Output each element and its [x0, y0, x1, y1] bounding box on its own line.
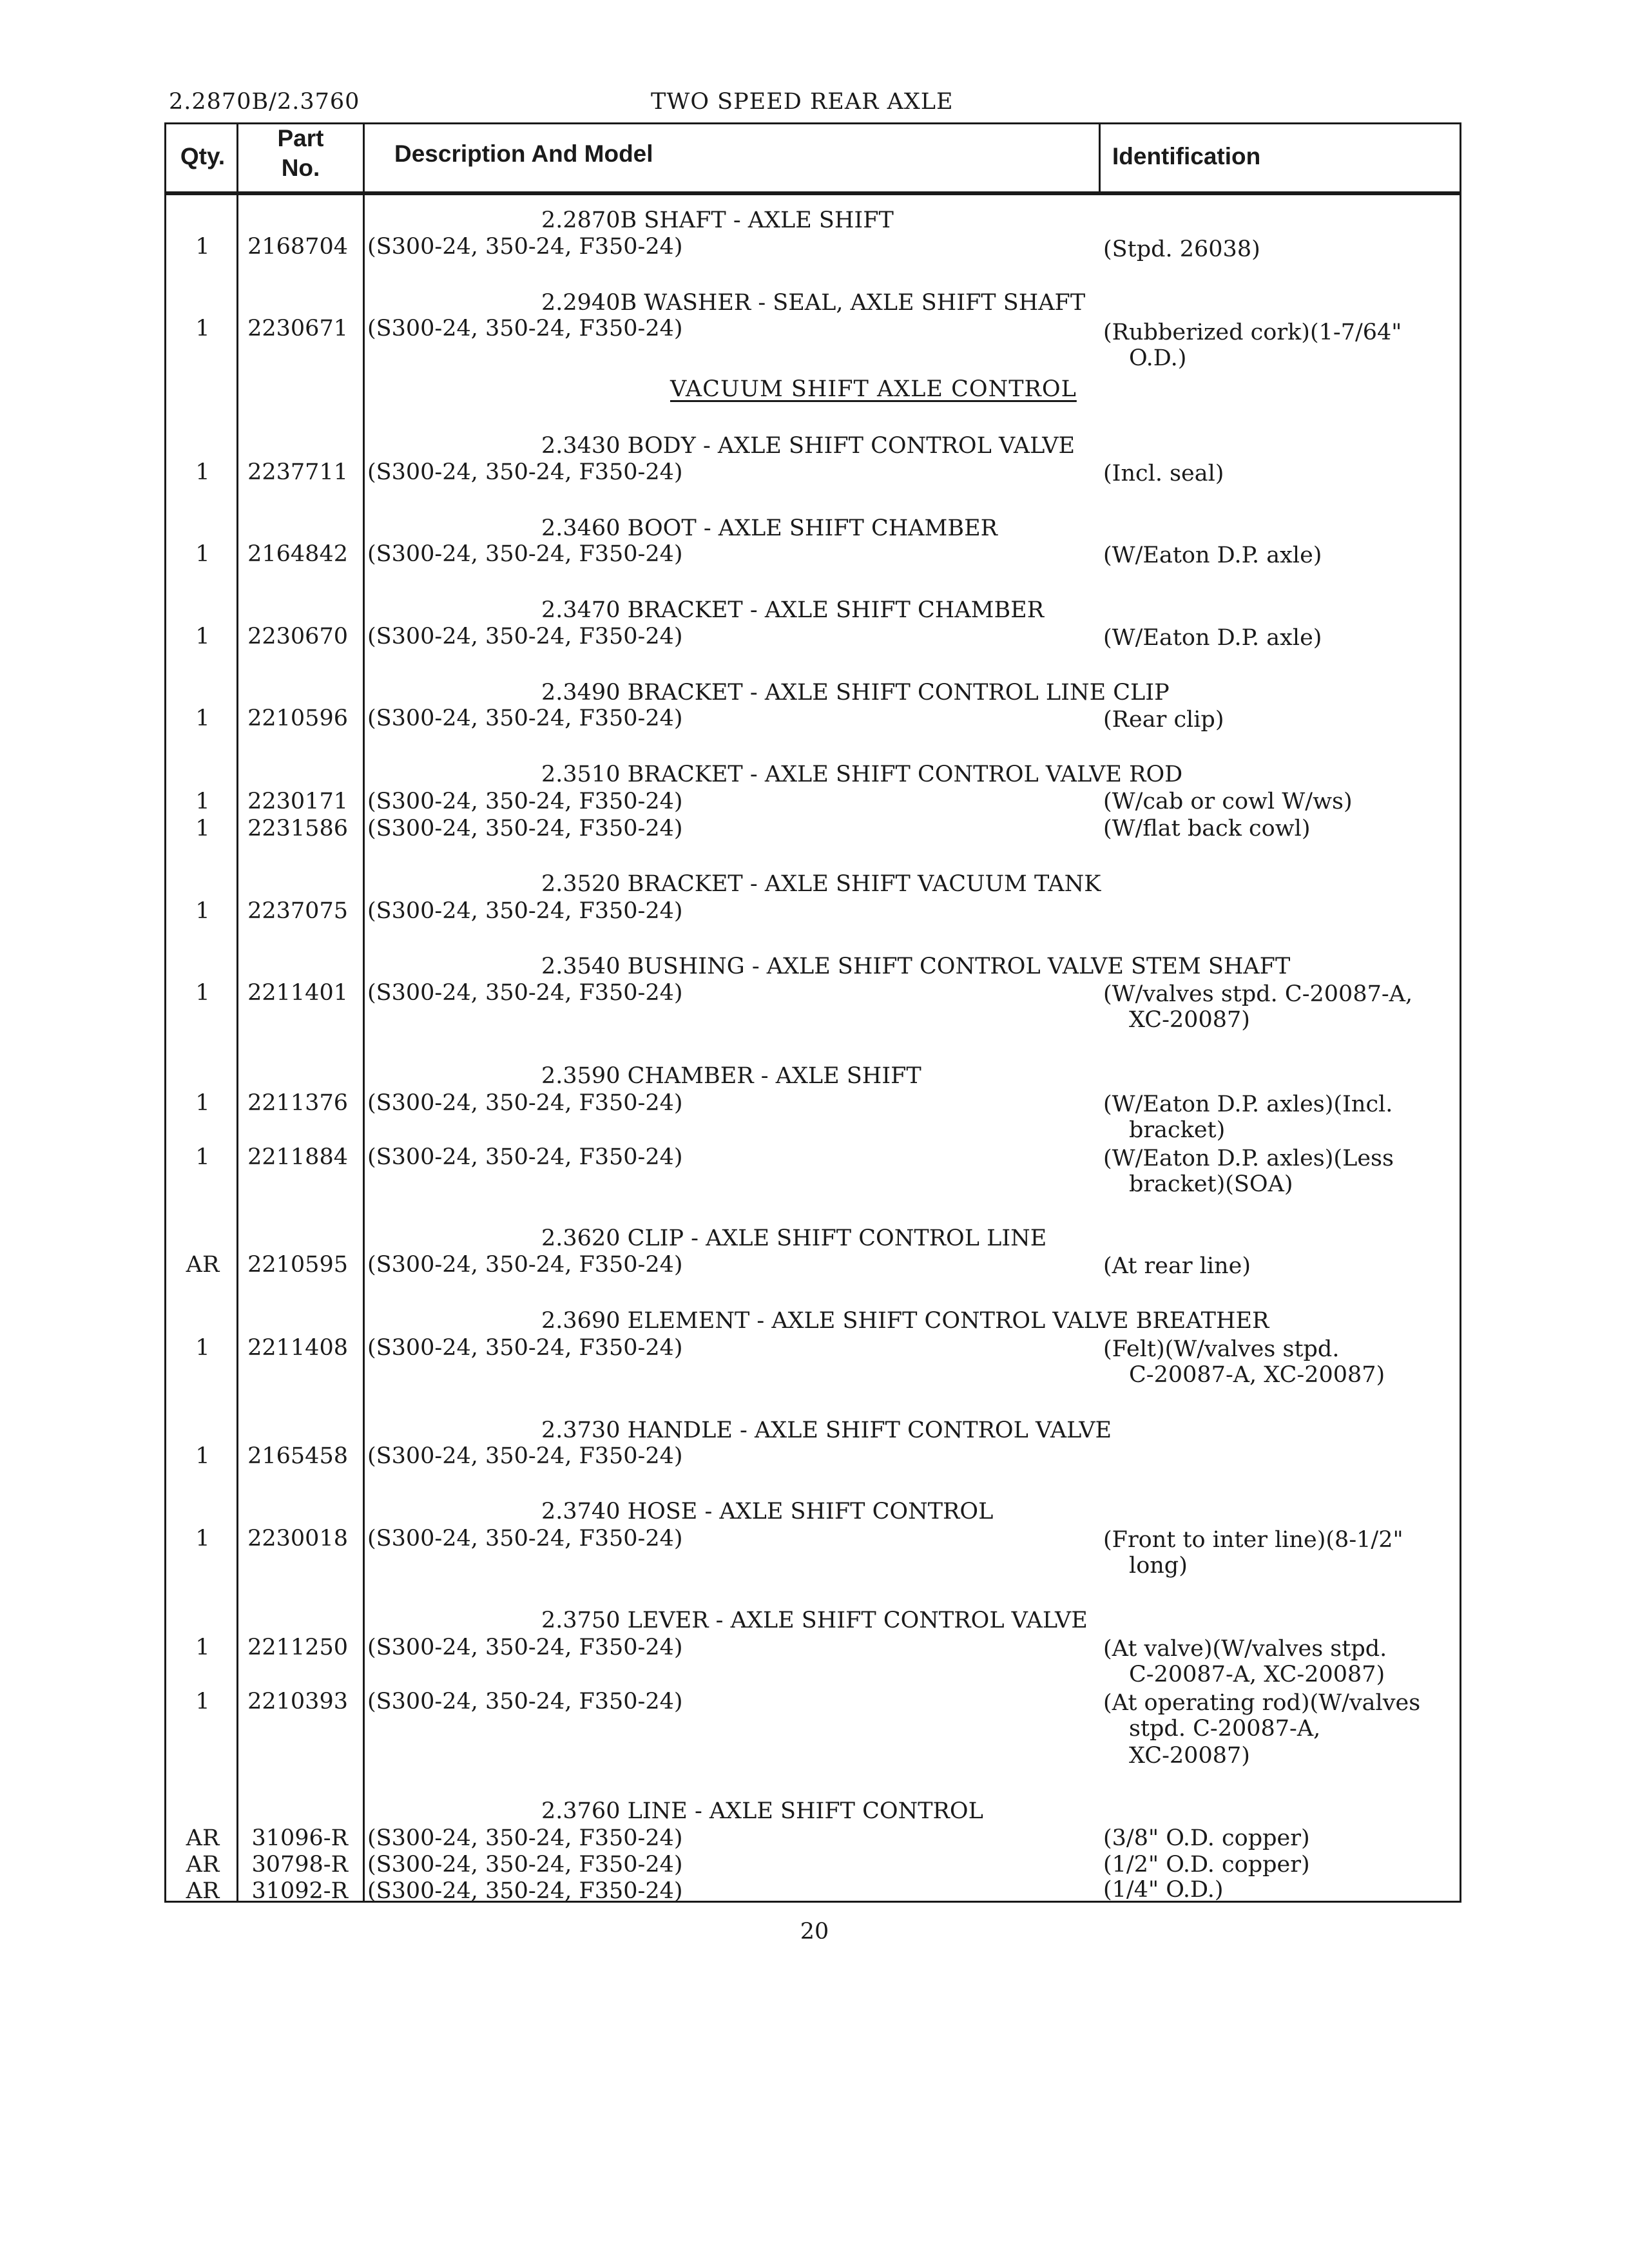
identification-cell: (At operating rod)(W/valves	[1103, 1690, 1421, 1716]
model-cell: (S300-24, 350-24, F350-24)	[367, 1825, 683, 1851]
qty-cell: 1	[195, 1635, 210, 1660]
group-title: 2.3470 BRACKET - AXLE SHIFT CHAMBER	[541, 597, 1045, 623]
group-title: 2.2870B SHAFT - AXLE SHIFT	[541, 207, 894, 233]
identification-cell: (W/valves stpd. C-20087-A,	[1103, 981, 1413, 1007]
group-title: 2.2940B WASHER - SEAL, AXLE SHIFT SHAFT	[541, 290, 1086, 316]
identification-cell: (Rubberized cork)(1-7/64"	[1103, 320, 1402, 345]
model-cell: (S300-24, 350-24, F350-24)	[367, 459, 683, 485]
model-cell: (S300-24, 350-24, F350-24)	[367, 1144, 683, 1170]
column-header-description: Description And Model	[394, 140, 653, 167]
part-number-cell: 2231586	[247, 816, 348, 841]
identification-cell: (1/4" O.D.)	[1103, 1877, 1224, 1903]
section-title: VACUUM SHIFT AXLE CONTROL	[670, 376, 1077, 402]
column-divider-part	[363, 122, 365, 1903]
group-title: 2.3430 BODY - AXLE SHIFT CONTROL VALVE	[541, 433, 1075, 459]
qty-cell: 1	[195, 1526, 210, 1552]
column-divider-qty	[236, 122, 238, 1903]
model-cell: (S300-24, 350-24, F350-24)	[367, 816, 683, 841]
identification-cell: (W/Eaton D.P. axles)(Less	[1103, 1146, 1394, 1171]
identification-cell: (Incl. seal)	[1103, 461, 1224, 486]
identification-cell: (W/flat back cowl)	[1103, 816, 1311, 841]
identification-cell: (Front to inter line)(8-1/2"	[1103, 1527, 1403, 1553]
identification-cell-continued: O.D.)	[1129, 345, 1187, 371]
group-title: 2.3760 LINE - AXLE SHIFT CONTROL	[541, 1798, 983, 1824]
page-title: TWO SPEED REAR AXLE	[651, 89, 954, 115]
part-number-cell: 2230670	[247, 624, 348, 649]
qty-cell: 1	[195, 816, 210, 841]
model-cell: (S300-24, 350-24, F350-24)	[367, 1635, 683, 1660]
group-title: 2.3750 LEVER - AXLE SHIFT CONTROL VALVE	[541, 1608, 1088, 1633]
model-cell: (S300-24, 350-24, F350-24)	[367, 1443, 683, 1469]
model-cell: (S300-24, 350-24, F350-24)	[367, 980, 683, 1006]
qty-cell: AR	[186, 1878, 220, 1904]
identification-cell-continued: C-20087-A, XC-20087)	[1129, 1362, 1385, 1388]
part-number-cell: 2237711	[247, 459, 348, 485]
identification-cell: (Rear clip)	[1103, 707, 1224, 733]
part-number-cell: 2211408	[247, 1335, 348, 1361]
identification-cell: (W/cab or cowl W/ws)	[1103, 789, 1353, 814]
qty-cell: 1	[195, 706, 210, 731]
part-number-cell: 2210393	[247, 1689, 348, 1715]
group-title: 2.3740 HOSE - AXLE SHIFT CONTROL	[541, 1499, 994, 1524]
model-cell: (S300-24, 350-24, F350-24)	[367, 1526, 683, 1552]
group-title: 2.3690 ELEMENT - AXLE SHIFT CONTROL VALVE BREATHER	[541, 1308, 1269, 1334]
model-cell: (S300-24, 350-24, F350-24)	[367, 541, 683, 567]
column-header-identification: Identification	[1112, 143, 1261, 169]
qty-cell: 1	[195, 980, 210, 1006]
identification-cell-continued: bracket)	[1129, 1117, 1226, 1143]
qty-cell: 1	[195, 234, 210, 260]
identification-cell-continued: C-20087-A, XC-20087)	[1129, 1662, 1385, 1687]
identification-cell: (W/Eaton D.P. axle)	[1103, 543, 1322, 568]
part-number-cell: 2211401	[247, 980, 348, 1006]
group-title: 2.3520 BRACKET - AXLE SHIFT VACUUM TANK	[541, 871, 1101, 897]
part-number-cell: 2168704	[247, 234, 348, 260]
part-number-cell: 2165458	[247, 1443, 348, 1469]
qty-cell: 1	[195, 459, 210, 485]
qty-cell: 1	[195, 898, 210, 924]
column-header-part: Part	[277, 125, 324, 151]
group-title: 2.3590 CHAMBER - AXLE SHIFT	[541, 1063, 921, 1089]
qty-cell: AR	[186, 1852, 220, 1878]
part-number-cell: 2211250	[247, 1635, 348, 1660]
qty-cell: 1	[195, 1144, 210, 1170]
part-number-cell: 30798-R	[251, 1852, 348, 1878]
identification-cell: (W/Eaton D.P. axles)(Incl.	[1103, 1091, 1393, 1117]
qty-cell: 1	[195, 316, 210, 341]
part-number-cell: 2211376	[247, 1090, 348, 1116]
qty-cell: 1	[195, 1443, 210, 1469]
model-cell: (S300-24, 350-24, F350-24)	[367, 706, 683, 731]
group-title: 2.3540 BUSHING - AXLE SHIFT CONTROL VALVE STEM SHAFT	[541, 954, 1291, 979]
model-cell: (S300-24, 350-24, F350-24)	[367, 624, 683, 649]
page-code: 2.2870B/2.3760	[169, 89, 360, 115]
qty-cell: 1	[195, 541, 210, 567]
page-number: 20	[800, 1919, 829, 1945]
identification-cell: (At valve)(W/valves stpd.	[1103, 1636, 1387, 1662]
group-title: 2.3460 BOOT - AXLE SHIFT CHAMBER	[541, 515, 998, 541]
model-cell: (S300-24, 350-24, F350-24)	[367, 1090, 683, 1116]
identification-cell: (At rear line)	[1103, 1253, 1251, 1279]
group-title: 2.3620 CLIP - AXLE SHIFT CONTROL LINE	[541, 1225, 1047, 1251]
model-cell: (S300-24, 350-24, F350-24)	[367, 1689, 683, 1715]
part-number-cell: 2230018	[247, 1526, 348, 1552]
model-cell: (S300-24, 350-24, F350-24)	[367, 1335, 683, 1361]
column-header-part-no: No.	[281, 155, 320, 181]
model-cell: (S300-24, 350-24, F350-24)	[367, 1878, 683, 1904]
header-rule	[164, 191, 1461, 195]
identification-cell: (Felt)(W/valves stpd.	[1103, 1336, 1340, 1362]
model-cell: (S300-24, 350-24, F350-24)	[367, 1252, 683, 1278]
column-divider-ident	[1099, 122, 1101, 192]
identification-cell-continued: long)	[1129, 1553, 1188, 1579]
part-number-cell: 2230671	[247, 316, 348, 341]
model-cell: (S300-24, 350-24, F350-24)	[367, 1852, 683, 1878]
identification-cell-continued: bracket)(SOA)	[1129, 1171, 1293, 1197]
part-number-cell: 2230171	[247, 789, 348, 814]
identification-cell: (1/2" O.D. copper)	[1103, 1852, 1310, 1878]
qty-cell: 1	[195, 789, 210, 814]
part-number-cell: 2210596	[247, 706, 348, 731]
model-cell: (S300-24, 350-24, F350-24)	[367, 316, 683, 341]
part-number-cell: 2237075	[247, 898, 348, 924]
qty-cell: 1	[195, 1335, 210, 1361]
part-number-cell: 2211884	[247, 1144, 348, 1170]
qty-cell: AR	[186, 1252, 220, 1278]
group-title: 2.3730 HANDLE - AXLE SHIFT CONTROL VALVE	[541, 1418, 1112, 1443]
group-title: 2.3490 BRACKET - AXLE SHIFT CONTROL LINE CLIP	[541, 680, 1170, 706]
identification-cell-continued: stpd. C-20087-A,	[1129, 1716, 1321, 1742]
model-cell: (S300-24, 350-24, F350-24)	[367, 898, 683, 924]
qty-cell: 1	[195, 1689, 210, 1715]
group-title: 2.3510 BRACKET - AXLE SHIFT CONTROL VALVE ROD	[541, 762, 1183, 787]
identification-cell-continued: XC-20087)	[1129, 1007, 1250, 1033]
identification-cell: (Stpd. 26038)	[1103, 236, 1260, 262]
column-header-qty: Qty.	[180, 143, 226, 169]
identification-cell: (3/8" O.D. copper)	[1103, 1825, 1310, 1851]
identification-cell-continued: XC-20087)	[1129, 1743, 1250, 1769]
qty-cell: AR	[186, 1825, 220, 1851]
model-cell: (S300-24, 350-24, F350-24)	[367, 789, 683, 814]
part-number-cell: 31096-R	[251, 1825, 348, 1851]
qty-cell: 1	[195, 1090, 210, 1116]
part-number-cell: 2210595	[247, 1252, 348, 1278]
identification-cell: (W/Eaton D.P. axle)	[1103, 625, 1322, 651]
part-number-cell: 2164842	[247, 541, 348, 567]
qty-cell: 1	[195, 624, 210, 649]
model-cell: (S300-24, 350-24, F350-24)	[367, 234, 683, 260]
part-number-cell: 31092-R	[251, 1878, 348, 1904]
